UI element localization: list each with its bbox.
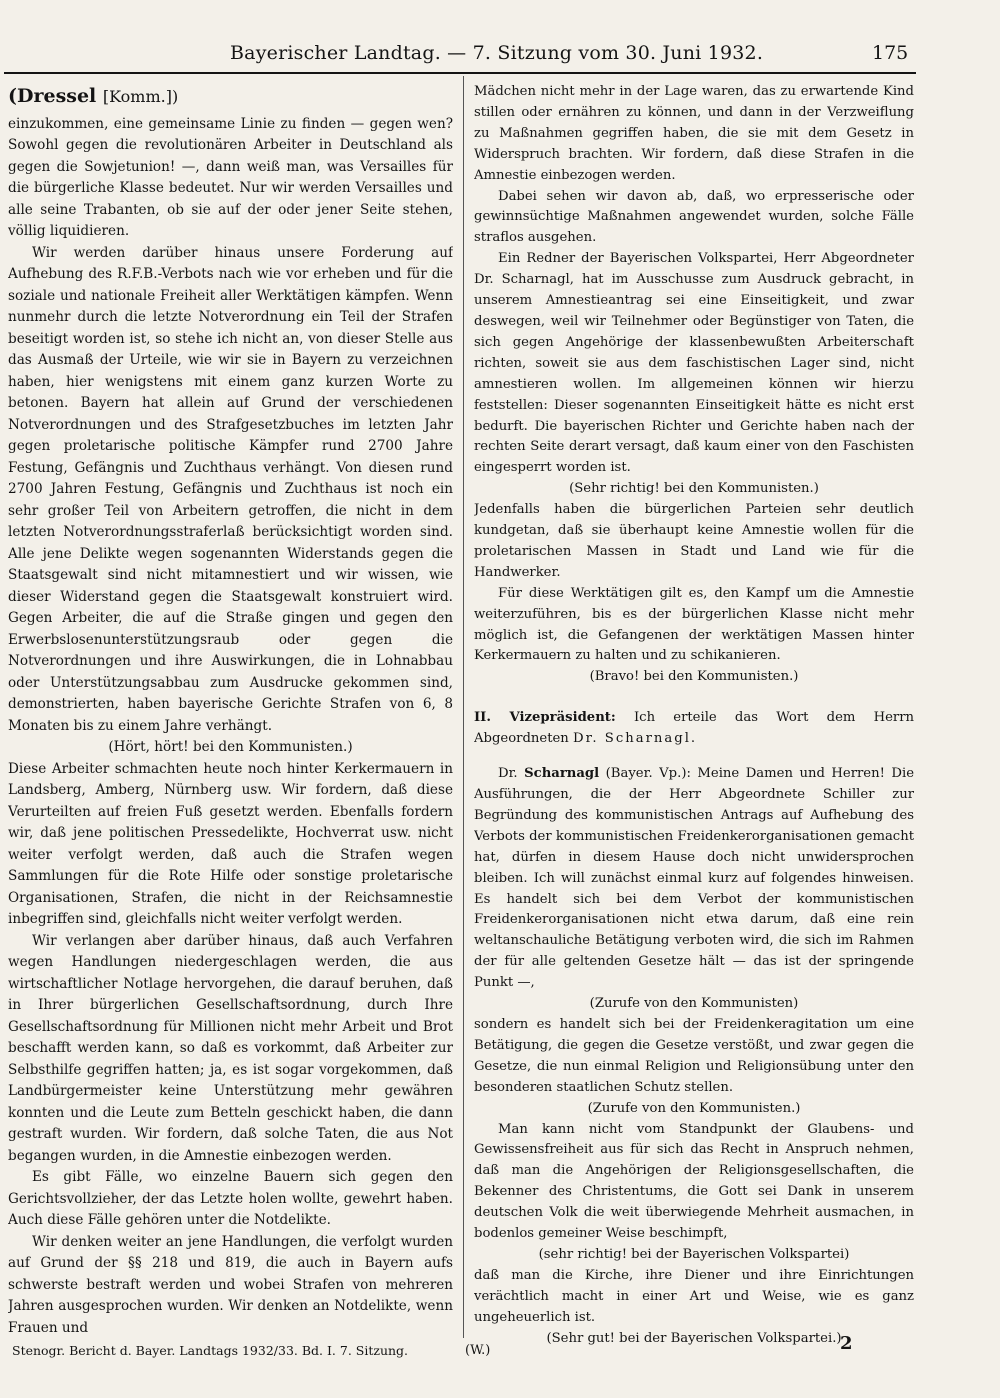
paragraph: sondern es handelt sich bei der Freidenkeragitation um eine Betätigung, die gegen die Gesetze verstößt, und zwar gegen die Gesetze, die nun einmal Religion und Religionsübung unter den besonderen staatlichen Schutz stellen. [474, 1016, 914, 1095]
vice-president-statement [474, 708, 914, 750]
right-column [474, 82, 914, 1354]
speaker-role: II. Vizepräsident: [474, 710, 616, 726]
speaker-name: Dr. Scharnagl. [573, 731, 698, 747]
running-header [0, 28, 1000, 68]
speaker-party: [Komm.]) [102, 87, 179, 106]
speech-text: (Bayer. Vp.): Meine Damen und Herren! Die Ausführungen, die der Herr Abgeordnete Schiller zur Begründung des kommunistischen Antrags auf Aufhebung des Verbots der kommunistischen Freidenkerorganisationen gemacht hat, dürfen in diesem Hause doch nicht unwidersprochen bleiben. Ich will zunächst einmal kurz auf folgendes hinweisen. Es handelt sich bei dem Verbot der kommunistischen Freidenkerorganisationen nicht etwa darum, daß eine rein weltanschauliche Betätigung verboten wird, die sich im Rahmen der für alle geltenden Gesetze hält — das ist der springende Punkt —, [474, 766, 914, 991]
sheet-number: 2 [840, 1333, 853, 1354]
column-divider [463, 76, 464, 1338]
interjection: (Zurufe von den Kommunisten) [589, 996, 799, 1012]
header-rule [4, 72, 916, 74]
footer-imprint: Stenogr. Bericht d. Bayer. Landtags 1932/33. Bd. I. 7. Sitzung. [12, 1343, 409, 1358]
paragraph: daß man die Kirche, ihre Diener und ihre Einrichtungen verächtlich macht in einer Art und Weise, wie es ganz ungeheuerlich ist. [474, 1267, 914, 1325]
running-title: Bayerischer Landtag. — 7. Sitzung vom 30. Juni 1932. [230, 42, 764, 64]
interjection: (Sehr gut! bei der Bayerischen Volkspartei.) [546, 1330, 842, 1346]
speech-opening [474, 764, 914, 994]
speaker-name: (Dressel [8, 85, 97, 107]
paragraph: Diese Arbeiter schmachten heute noch hinter Kerkermauern in Landsberg, Amberg, Nürnberg usw. Wir fordern, daß diese Verurteilten auf freien Fuß gesetzt werden. Ebenfalls fordern wir, daß jene politischen Pressedelikte, Hochverrat usw. nicht weiter verfolgt werden, daß auch die Strafen wegen Sammlungen für die Rote Hilfe oder sonstige proletarische Organisationen, Strafen, die nicht in der Reichsamnestie inbegriffen sind, gleichfalls nicht weiter verfolgt werden. [8, 760, 453, 927]
paragraph: Dabei sehen wir davon ab, daß, wo erpresserische oder gewinnsüchtige Maßnahmen angewendet wurden, solche Fälle straflos ausgehen. [474, 188, 914, 246]
paragraph: Wir werden darüber hinaus unsere Forderung auf Aufhebung des R.F.B.-Verbots nach wie vor erheben und für die soziale und nationale Freiheit aller Werktätigen kämpfen. Wenn nunmehr durch die letzte Notverordnung ein Teil der Strafen beseitigt worden ist, so stehe ich nicht an, von dieser Stelle aus das Ausmaß der Urteile, wie wir sie in Bayern zu verzeichnen haben, hier wenigstens mit einem ganz kurzen Worte zu betonen. Bayern hat allein auf Grund der verschiedenen Notverordnungen und des Strafgesetzbuches im letzten Jahr gegen proletarische politische Kämpfer rund 2700 Jahre Festung, Gefängnis und Zuchthaus verhängt. Von diesen rund 2700 Jahren Festung, Gefängnis und Zuchthaus ist noch ein sehr großer Teil von Arbeitern getroffen, die nicht in dem letzten Notverordnungsstraferlaß berücksichtigt worden sind. Alle jene Delikte wegen sogenannten Widerstands gegen die Staatsgewalt sind nicht mitamnestiert und wir wissen, wie dieser Widerstand gegen die Staatsgewalt konstruiert wird. Gegen Arbeiter, die auf die Straße gingen und gegen den Erwerbslosenunterstützungsraub oder gegen die Notverordnungen und ihre Auswirkungen, die in Lohnabbau oder Unterstützungsabbau zum Ausdrucke gekommen sind, demonstrierten, haben bayerische Gerichte Strafen von 6, 8 Monaten bis zu einem Jahre verhängt. [8, 244, 453, 734]
paragraph: Ein Redner der Bayerischen Volkspartei, Herr Abgeordneter Dr. Scharnagl, hat im Ausschusse zum Ausdruck gebracht, in unserem Amnestieantrag sei eine Einseitigkeit, und zwar deswegen, weil wir Teilnehmer oder Begünstiger von Taten, die sich gegen Angehörige der klassenbewußten Arbeiterschaft richten, soweit sie aus dem faschistischen Lager sind, nicht amnestieren wollen. Im allgemeinen können wir hierzu feststellen: Dieser sogenannten Einseitigkeit hätte es nicht erst bedurft. Die bayerischen Richter und Gerichte haben nach der rechten Seite derart versagt, daß kaum einer von den Faschisten eingesperrt worden ist. [474, 251, 914, 476]
paragraph: einzukommen, eine gemeinsame Linie zu finden — gegen wen? Sowohl gegen die revolutionären Arbeiter in Deutschland als gegen die Sowjetunion! —, dann weiß man, was Versailles für die bürgerliche Klasse bedeutet. Nur wir werden Versailles und alle seine Trabanten, ob sie auf der oder jener Seite stehen, völlig liquidieren. [8, 115, 453, 239]
footer-signature: (W.) [465, 1343, 491, 1358]
interjection: (sehr richtig! bei der Bayerischen Volkspartei) [538, 1246, 850, 1262]
paragraph: Für diese Werktätigen gilt es, den Kampf um die Amnestie weiterzuführen, bis es der bürgerlichen Klasse nicht mehr möglich ist, die Gefangenen der werktätigen Massen hinter Kerkermauern zu halten und zu schikanieren. [474, 585, 914, 664]
speaker-title: Dr. [498, 766, 518, 782]
left-column [8, 82, 453, 1354]
page-number: 175 [872, 42, 909, 64]
interjection: (Sehr richtig! bei den Kommunisten.) [569, 481, 819, 497]
paragraph: Mädchen nicht mehr in der Lage waren, das zu erwartende Kind stillen oder ernähren zu können, und dann in der Verzweiflung zu Maßnahmen gegriffen haben, die sie mit dem Gesetz in Widerspruch brachten. Wir fordern, daß diese Strafen in die Amnestie einbezogen werden. [474, 84, 914, 183]
speaker-continuation [8, 86, 453, 108]
paragraph: Man kann nicht vom Standpunkt der Glaubens- und Gewissensfreiheit aus für sich das Recht in Anspruch nehmen, daß man die Angehörigen der Religionsgesellschaften, die Bekenner des Christentums, die Gott sei Dank in unserem deutschen Volk die weit überwiegende Mehrheit ausmachen, in bodenlos gemeiner Weise beschimpft, [474, 1121, 914, 1242]
paragraph: Jedenfalls haben die bürgerlichen Parteien sehr deutlich kundgetan, daß sie überhaupt keine Amnestie wollen für die proletarischen Massen in Stadt und Land wie für die Handwerker. [474, 502, 914, 580]
paragraph: Wir denken weiter an jene Handlungen, die verfolgt wurden auf Grund der §§ 218 und 819, die auch in Bayern aufs schwerste bestraft werden und wobei Strafen von mehreren Jahren ausgesprochen wurden. Wir denken an Notdelikte, wenn Frauen und [8, 1233, 453, 1336]
speaker-name: Scharnagl [524, 766, 600, 782]
paragraph: Es gibt Fälle, wo einzelne Bauern sich gegen den Gerichtsvollzieher, der das Letzte holen wollte, gewehrt haben. Auch diese Fälle gehören unter die Notdelikte. [8, 1169, 453, 1228]
interjection: (Bravo! bei den Kommunisten.) [589, 669, 799, 685]
interjection: (Hört, hört! bei den Kommunisten.) [108, 739, 353, 755]
statement-text: Ich erteile das Wort dem Herrn Abgeordneten [474, 710, 914, 747]
interjection: (Zurufe von den Kommunisten.) [587, 1100, 801, 1116]
paragraph: Wir verlangen aber darüber hinaus, daß auch Verfahren wegen Handlungen niedergeschlagen werden, die aus wirtschaftlicher Notlage hervorgehen, die darauf beruhen, daß in Ihrer bürgerlichen Gesellschaftsordnung, durch Ihre Gesellschaftsordnung für Millionen nicht mehr Arbeit und Brot beschafft werden kann, so daß es vorkommt, daß Arbeiter zur Selbsthilfe gegriffen hatten; ja, es ist sogar vorgekommen, daß Landbürgermeister keine Unterstützung mehr gewähren konnten und die Leute zum Betteln geschickt haben, die dann gestraft wurden. Wir fordern, daß solche Taten, die aus Not begangen wurden, in die Amnestie einbezogen werden. [8, 932, 453, 1164]
